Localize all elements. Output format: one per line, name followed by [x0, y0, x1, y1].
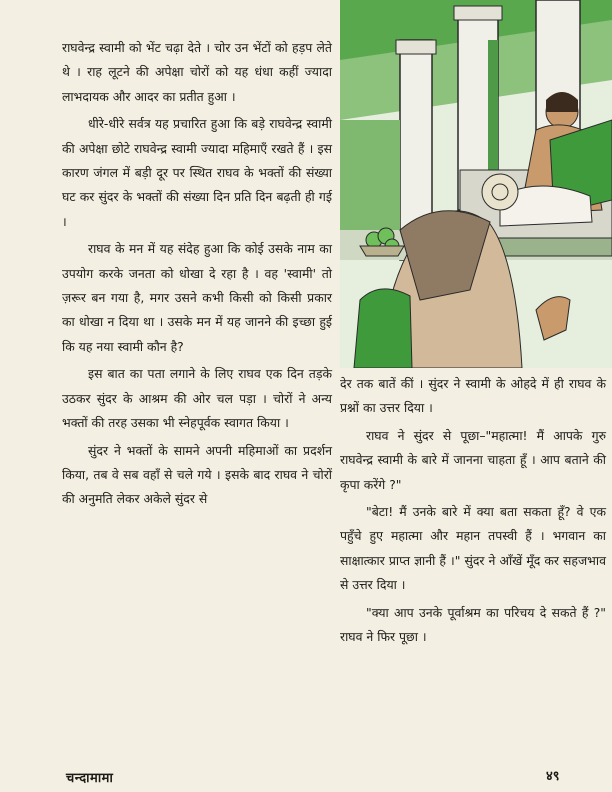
paragraph: राघव के मन में यह संदेह हुआ कि कोई उसके नाम का उपयोग करके जनता को धोखा दे रहा है । वह 'स्वामी' तो ज़रूर बन गया है, मगर उसने कभी किसी को किसी प्रकार का धोखा न दिया था । उसके मन में यह जानने की इच्छा हुई कि यह नया स्वामी कौन है?	[62, 241, 332, 354]
magazine-name: चन्दामामा	[66, 771, 114, 786]
paragraph: राघव ने सुंदर से पूछा–"महात्मा! मैं आपके गुरु राघवेन्द्र स्वामी के बारे में जानना चाहता हूँ । आप बताने की कृपा करेंगे ?"	[340, 427, 606, 492]
paragraph: धीरे-धीरे सर्वत्र यह प्रचारित हुआ कि बड़े राघवेन्द्र स्वामी की अपेक्षा छोटे राघवेन्द्र स्वामी ज्यादा महिमाएँ रखते हैं । इस कारण जंगल में बड़ी दूर पर स्थित राघव के भक्तों की संख्या घट कर सुंदर के भक्तों की संख्या दिन प्रति दिन बढ़ती ही गई ।	[62, 116, 332, 229]
right-text-column	[340, 372, 606, 649]
left-text-column	[62, 36, 332, 512]
story-illustration	[340, 0, 612, 368]
paragraph: देर तक बातें कीं । सुंदर ने स्वामी के ओहदे में ही राघव के प्रश्नों का उत्तर दिया ।	[340, 376, 606, 416]
paragraph: सुंदर ने भक्तों के सामने अपनी महिमाओं का प्रदर्शन किया, तब वे सब वहाँ से चले गये । इसके बाद राघव ने चोरों की अनुमति लेकर अकेले सुंदर से	[62, 442, 332, 507]
page-number: ४९	[546, 769, 560, 784]
paragraph: इस बात का पता लगाने के लिए राघव एक दिन तड़के उठकर सुंदर के आश्रम की ओर चल पड़ा । चोरों ने अन्य भक्तों की तरह उसका भी स्नेहपूर्वक स्वागत किया ।	[62, 366, 332, 431]
paragraph: "क्या आप उनके पूर्वाश्रम का परिचय दे सकते हैं ?" राघव ने फिर पूछा ।	[340, 604, 606, 645]
paragraph: राघवेन्द्र स्वामी को भेंट चढ़ा देते । चोर उन भेंटों को हड़प लेते थे । राह लूटने की अपेक्षा चोरों को यह धंधा कहीं ज्यादा लाभदायक और आदर का प्रतीत हुआ ।	[62, 40, 332, 104]
illustration-drawing	[340, 0, 612, 368]
paragraph: "बेटा! मैं उनके बारे में क्या बता सकता हूँ? वे एक पहुँचे हुए महात्मा और महान तपस्वी हैं । भगवान का साक्षात्कार प्राप्त ज्ञानी हैं ।" सुंदर ने आँखें मूँद कर सहजभाव से उत्तर दिया ।	[340, 504, 606, 593]
